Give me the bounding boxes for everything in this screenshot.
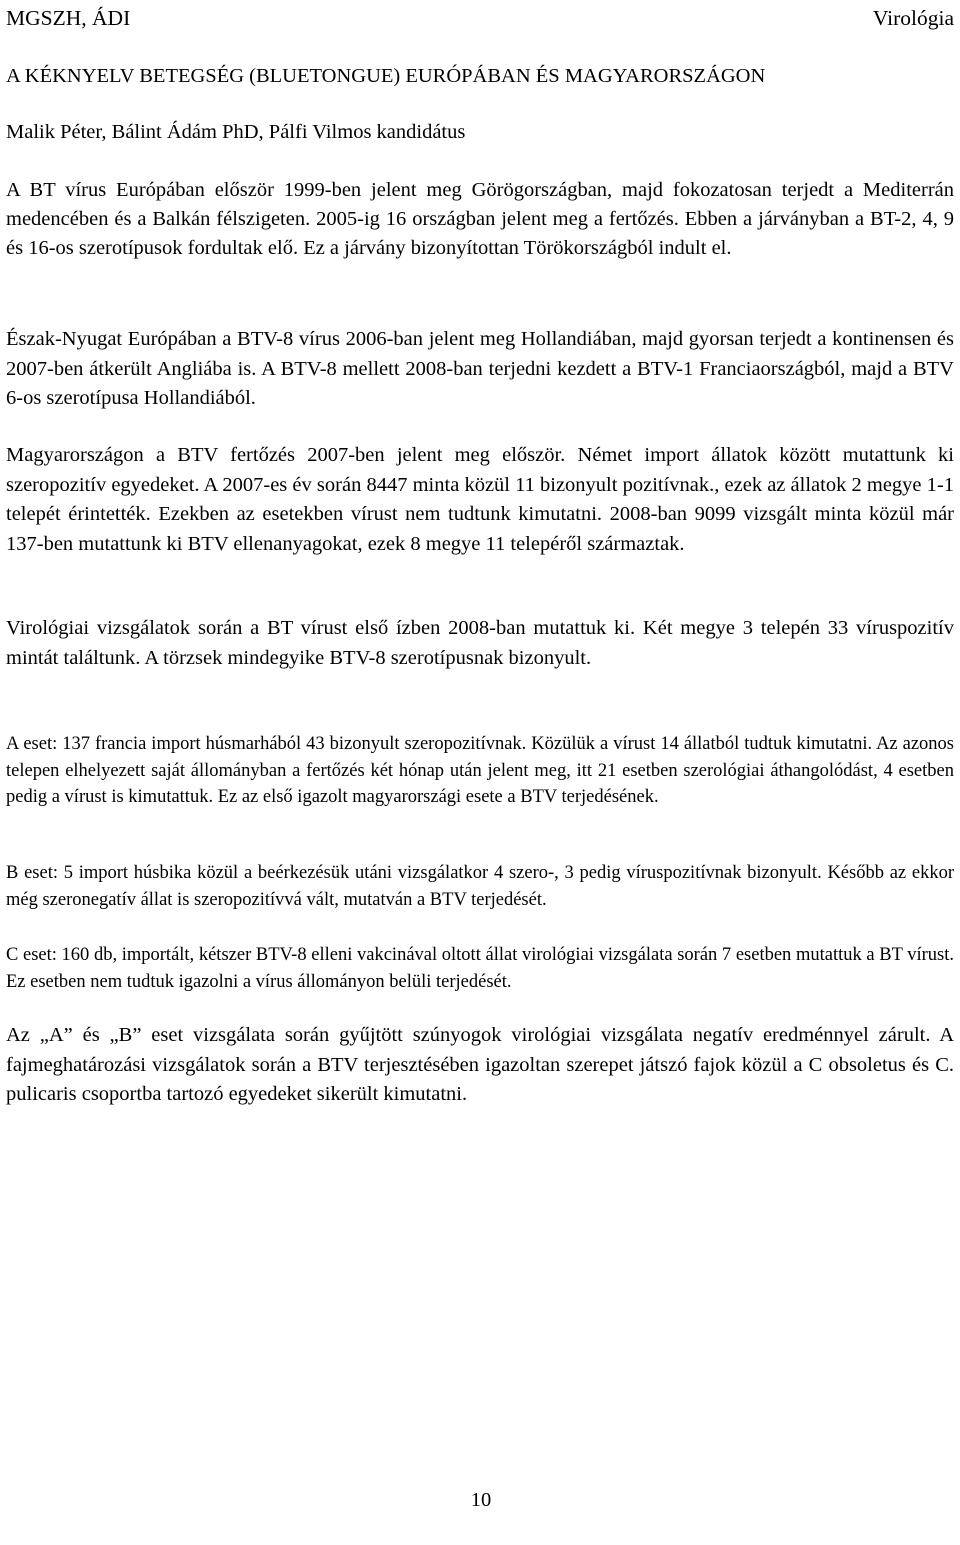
article-authors: Malik Péter, Bálint Ádám PhD, Pálfi Vilmos kandidátus bbox=[6, 121, 466, 143]
paragraph-hungary: Magyarországon a BTV fertőzés 2007-ben jelent meg először. Német import állatok között mutattunk ki szeropozitív egyedeket. A 2007-es év során 8447 minta közül 11 bizonyult pozitívnak., ezek az állatok 2 megye 1-1 telepét érintették. Ezekben az esetekben vírust nem tudtunk kimutatni. 2008-ban 9099 vizsgált minta közül már 137-ben mutattunk ki BTV ellenanyagokat, ezek 8 megye 11 telepéről származtak. bbox=[6, 444, 954, 555]
paragraph-mosquitoes: Az „A” és „B” eset vizsgálata során gyűjtött szúnyogok virológiai vizsgálata negatív eredménnyel zárult. A fajmeghatározási vizsgálatok során a BTV terjesztésében igazoltan szerepet játszó fajok közül a C obsoletus és C. pulicaris csoportba tartozó egyedeket sikerült kimutatni. bbox=[6, 1024, 954, 1105]
paragraph-case-b: B eset: 5 import húsbika közül a beérkezésük utáni vizsgálatkor 4 szero-, 3 pedig víruspozitívnak bizonyult. Később az ekkor még szeronegatív állat is szeropozitívvá vált, mutatván a BTV terjedését. bbox=[6, 863, 954, 910]
page-number: 10 bbox=[470, 1489, 492, 1511]
paragraph-case-a: A eset: 137 francia import húsmarhából 43 bizonyult szeropozitívnak. Közülük a vírust 14 állatból tudtuk kimutatni. Az azonos telepen elhelyezett saját állományban a fertőzés két hónap után jelent meg, itt 21 esetben szerológiai áthangolódást, 4 esetben pedig a vírust is kimutattuk. Ez az első igazolt magyarországi esete a BTV terjedésének. bbox=[6, 734, 954, 807]
paragraph-northwest-europe: Észak-Nyugat Európában a BTV-8 vírus 2006-ban jelent meg Hollandiában, majd gyorsan terjedt a kontinensen és 2007-ben átkerült Angliába is. A BTV-8 mellett 2008-ban terjedni kezdett a BTV-1 Franciaországból, majd a BTV 6-os szerotípusa Hollandiából. bbox=[6, 328, 954, 409]
paragraph-virology: Virológiai vizsgálatok során a BT vírust első ízben 2008-ban mutattuk ki. Két megye 3 telepén 33 víruspozitív mintát találtunk. A törzsek mindegyike BTV-8 szerotípusnak bizonyult. bbox=[6, 617, 954, 669]
paragraph-europe-spread: A BT vírus Európában először 1999-ben jelent meg Görögországban, majd fokozatosan terjedt a Mediterrán medencében és a Balkán félszigeten. 2005-ig 16 országban jelent meg a fertőzés. Ebben a járványban a BT-2, 4, 9 és 16-os szerotípusok fordultak elő. Ez a járvány bizonyítottan Törökországból indult el. bbox=[6, 179, 954, 259]
paragraph-case-c: C eset: 160 db, importált, kétszer BTV-8 elleni vakcinával oltott állat virológiai vizsgálata során 7 esetben mutattuk a BT vírust. Ez esetben nem tudtuk igazolni a vírus állományon belüli terjedését. bbox=[6, 945, 954, 992]
header-institution: MGSZH, ÁDI bbox=[6, 6, 131, 30]
header-section: Virológia bbox=[872, 6, 954, 30]
article-title: A KÉKNYELV BETEGSÉG (BLUETONGUE) EURÓPÁBAN ÉS MAGYARORSZÁGON bbox=[6, 65, 766, 87]
